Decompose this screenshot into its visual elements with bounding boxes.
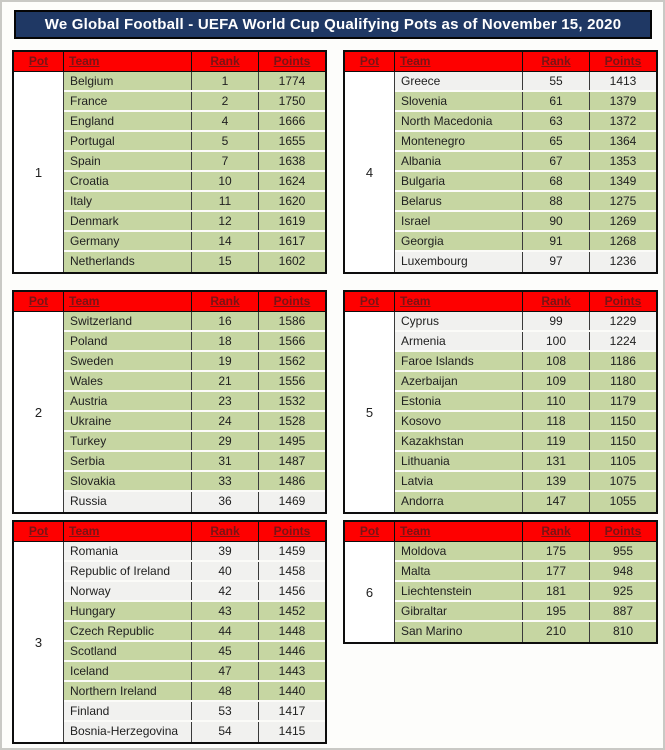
points-cell: 1349 [590,172,656,190]
rank-cell: 110 [523,392,590,410]
points-cell: 1469 [259,492,325,512]
header-cell-rank: Rank [192,52,259,71]
team-cell: San Marino [395,622,523,642]
rank-cell: 90 [523,212,590,230]
points-cell: 1443 [259,662,325,680]
header-cell-team: Team [395,522,523,541]
points-cell: 1602 [259,252,325,272]
header-cell-rank: Rank [192,292,259,311]
points-cell: 1624 [259,172,325,190]
rank-cell: 4 [192,112,259,130]
team-cell: Malta [395,562,523,580]
table-row [395,472,656,492]
rank-cell: 23 [192,392,259,410]
rank-cell: 139 [523,472,590,490]
points-cell: 1617 [259,232,325,250]
table-body [14,312,325,512]
team-cell: Moldova [395,542,523,560]
points-cell: 1566 [259,332,325,350]
rank-cell: 31 [192,452,259,470]
table-row [395,452,656,472]
table-row [64,392,325,412]
table-row [395,582,656,602]
team-cell: England [64,112,192,130]
points-cell: 1556 [259,372,325,390]
table-row [395,92,656,112]
team-cell: Montenegro [395,132,523,150]
table-row [395,312,656,332]
table-row [395,372,656,392]
table-row [64,92,325,112]
team-cell: Georgia [395,232,523,250]
team-cell: Belarus [395,192,523,210]
points-cell: 1619 [259,212,325,230]
pot-number-cell: 6 [345,542,395,642]
table-row [64,702,325,722]
table-row [64,252,325,272]
table-row [395,112,656,132]
team-cell: Estonia [395,392,523,410]
points-cell: 1268 [590,232,656,250]
points-cell: 1236 [590,252,656,272]
table-row [395,392,656,412]
rank-cell: 44 [192,622,259,640]
rank-cell: 39 [192,542,259,560]
team-cell: Northern Ireland [64,682,192,700]
team-cell: Croatia [64,172,192,190]
rank-cell: 14 [192,232,259,250]
page-title: We Global Football - UEFA World Cup Qualifying Pots as of November 15, 2020 [44,16,622,33]
table-row [395,252,656,272]
points-cell: 1586 [259,312,325,330]
table-header-row [345,522,656,542]
pot-table-2 [12,290,327,514]
team-cell: Romania [64,542,192,560]
points-cell: 1415 [259,722,325,742]
rank-cell: 36 [192,492,259,512]
table-row [64,432,325,452]
team-cell: Sweden [64,352,192,370]
table-rows [64,312,325,512]
rank-cell: 181 [523,582,590,600]
header-cell-rank: Rank [523,522,590,541]
table-header-row [345,292,656,312]
points-cell: 1186 [590,352,656,370]
rank-cell: 195 [523,602,590,620]
table-row [64,152,325,172]
rank-cell: 63 [523,112,590,130]
header-cell-rank: Rank [523,292,590,311]
rank-cell: 91 [523,232,590,250]
points-cell: 1150 [590,412,656,430]
points-cell: 1105 [590,452,656,470]
rank-cell: 54 [192,722,259,742]
points-cell: 955 [590,542,656,560]
table-row [64,232,325,252]
pot-number-cell: 2 [14,312,64,512]
rank-cell: 40 [192,562,259,580]
header-cell-pot: Pot [345,292,395,311]
team-cell: Russia [64,492,192,512]
team-cell: Netherlands [64,252,192,272]
team-cell: Belgium [64,72,192,90]
table-row [395,332,656,352]
points-cell: 1180 [590,372,656,390]
rank-cell: 48 [192,682,259,700]
points-cell: 1179 [590,392,656,410]
table-header-row [345,52,656,72]
rank-cell: 55 [523,72,590,90]
table-row [395,192,656,212]
points-cell: 1446 [259,642,325,660]
rank-cell: 16 [192,312,259,330]
rank-cell: 65 [523,132,590,150]
table-row [395,72,656,92]
table-row [395,212,656,232]
team-cell: Slovakia [64,472,192,490]
table-row [64,212,325,232]
team-cell: France [64,92,192,110]
rank-cell: 11 [192,192,259,210]
table-row [64,332,325,352]
table-rows [395,72,656,272]
header-cell-team: Team [395,292,523,311]
team-cell: Turkey [64,432,192,450]
pot-table-4 [343,50,658,274]
table-row [64,562,325,582]
pot-number-cell: 4 [345,72,395,272]
points-cell: 948 [590,562,656,580]
team-cell: Iceland [64,662,192,680]
table-row [395,622,656,642]
rank-cell: 131 [523,452,590,470]
table-row [64,622,325,642]
team-cell: Spain [64,152,192,170]
points-cell: 1275 [590,192,656,210]
points-cell: 1075 [590,472,656,490]
team-cell: North Macedonia [395,112,523,130]
header-cell-pot: Pot [345,52,395,71]
header-cell-points: Points [273,294,311,308]
table-row [64,112,325,132]
points-cell: 1224 [590,332,656,350]
rank-cell: 177 [523,562,590,580]
rank-cell: 18 [192,332,259,350]
points-cell: 1495 [259,432,325,450]
table-header-row [14,292,325,312]
table-body [14,72,325,272]
team-cell: Bulgaria [395,172,523,190]
rank-cell: 47 [192,662,259,680]
points-cell: 887 [590,602,656,620]
team-cell: Germany [64,232,192,250]
rank-cell: 67 [523,152,590,170]
header-cell-team: Team [395,52,523,71]
team-cell: Scotland [64,642,192,660]
table-row [64,352,325,372]
points-cell: 1666 [259,112,325,130]
table-rows [64,542,325,742]
rank-cell: 29 [192,432,259,450]
team-cell: Bosnia-Herzegovina [64,722,192,742]
points-cell: 1417 [259,702,325,720]
points-cell: 1150 [590,432,656,450]
team-cell: Republic of Ireland [64,562,192,580]
team-cell: Finland [64,702,192,720]
table-body [345,72,656,272]
team-cell: Armenia [395,332,523,350]
header-cell-points: Points [604,294,642,308]
team-cell: Poland [64,332,192,350]
pot-table-5 [343,290,658,514]
table-row [64,172,325,192]
points-cell: 1487 [259,452,325,470]
points-cell: 925 [590,582,656,600]
team-cell: Lithuania [395,452,523,470]
team-cell: Cyprus [395,312,523,330]
table-rows [395,312,656,512]
table-row [395,492,656,512]
pot-number-cell: 1 [14,72,64,272]
rank-cell: 53 [192,702,259,720]
team-cell: Serbia [64,452,192,470]
points-cell: 1364 [590,132,656,150]
table-header-row [14,522,325,542]
team-cell: Portugal [64,132,192,150]
points-cell: 1459 [259,542,325,560]
points-cell: 1620 [259,192,325,210]
points-cell: 1562 [259,352,325,370]
table-row [395,232,656,252]
rank-cell: 33 [192,472,259,490]
header-cell-team: Team [64,522,192,541]
table-row [64,452,325,472]
pot-number-cell: 3 [14,542,64,742]
header-cell-pot: Pot [14,522,64,541]
team-cell: Azerbaijan [395,372,523,390]
pot-table-3 [12,520,327,744]
points-cell: 1655 [259,132,325,150]
points-cell: 1486 [259,472,325,490]
team-cell: Austria [64,392,192,410]
rank-cell: 2 [192,92,259,110]
table-row [64,542,325,562]
table-row [64,662,325,682]
points-cell: 1353 [590,152,656,170]
team-cell: Slovenia [395,92,523,110]
table-rows [64,72,325,272]
rank-cell: 12 [192,212,259,230]
team-cell: Albania [395,152,523,170]
points-cell: 1372 [590,112,656,130]
rank-cell: 21 [192,372,259,390]
table-row [64,602,325,622]
table-row [395,132,656,152]
rank-cell: 42 [192,582,259,600]
points-cell: 1638 [259,152,325,170]
table-header-row [14,52,325,72]
header-cell-points: Points [273,54,311,68]
header-cell-points: Points [273,524,311,538]
rank-cell: 109 [523,372,590,390]
header-cell-pot: Pot [345,522,395,541]
pot-number-cell: 5 [345,312,395,512]
team-cell: Italy [64,192,192,210]
team-cell: Greece [395,72,523,90]
header-cell-pot: Pot [14,52,64,71]
table-row [64,72,325,92]
team-cell: Czech Republic [64,622,192,640]
rank-cell: 119 [523,432,590,450]
points-cell: 1379 [590,92,656,110]
rank-cell: 100 [523,332,590,350]
table-row [395,172,656,192]
points-cell: 1448 [259,622,325,640]
points-cell: 1413 [590,72,656,90]
pot-table-6 [343,520,658,644]
rank-cell: 108 [523,352,590,370]
points-cell: 1440 [259,682,325,700]
table-row [395,602,656,622]
points-cell: 1269 [590,212,656,230]
points-cell: 1750 [259,92,325,110]
header-cell-rank: Rank [192,522,259,541]
table-row [64,682,325,702]
rank-cell: 24 [192,412,259,430]
team-cell: Ukraine [64,412,192,430]
rank-cell: 19 [192,352,259,370]
points-cell: 810 [590,622,656,642]
rank-cell: 7 [192,152,259,170]
rank-cell: 210 [523,622,590,642]
team-cell: Faroe Islands [395,352,523,370]
team-cell: Switzerland [64,312,192,330]
table-body [14,542,325,742]
points-cell: 1055 [590,492,656,512]
title-bar [14,10,652,39]
rank-cell: 175 [523,542,590,560]
table-body [345,312,656,512]
pot-table-1 [12,50,327,274]
points-cell: 1456 [259,582,325,600]
rank-cell: 43 [192,602,259,620]
table-row [64,582,325,602]
table-row [64,722,325,742]
points-cell: 1532 [259,392,325,410]
header-cell-pot: Pot [14,292,64,311]
rank-cell: 61 [523,92,590,110]
rank-cell: 147 [523,492,590,512]
team-cell: Liechtenstein [395,582,523,600]
rank-cell: 68 [523,172,590,190]
points-cell: 1528 [259,412,325,430]
points-cell: 1458 [259,562,325,580]
rank-cell: 97 [523,252,590,272]
team-cell: Latvia [395,472,523,490]
table-row [395,562,656,582]
table-row [395,432,656,452]
team-cell: Denmark [64,212,192,230]
table-row [64,312,325,332]
rank-cell: 99 [523,312,590,330]
table-row [64,412,325,432]
table-row [395,152,656,172]
team-cell: Gibraltar [395,602,523,620]
points-cell: 1229 [590,312,656,330]
table-row [395,352,656,372]
table-row [64,642,325,662]
table-row [395,542,656,562]
table-row [64,492,325,512]
table-rows [395,542,656,642]
rank-cell: 15 [192,252,259,272]
team-cell: Andorra [395,492,523,512]
table-row [395,412,656,432]
points-cell: 1452 [259,602,325,620]
table-row [64,372,325,392]
team-cell: Kazakhstan [395,432,523,450]
header-cell-rank: Rank [523,52,590,71]
rank-cell: 118 [523,412,590,430]
header-cell-team: Team [64,292,192,311]
team-cell: Norway [64,582,192,600]
points-cell: 1774 [259,72,325,90]
header-cell-team: Team [64,52,192,71]
table-body [345,542,656,642]
rank-cell: 10 [192,172,259,190]
header-cell-points: Points [604,54,642,68]
team-cell: Kosovo [395,412,523,430]
team-cell: Wales [64,372,192,390]
rank-cell: 1 [192,72,259,90]
rank-cell: 45 [192,642,259,660]
rank-cell: 5 [192,132,259,150]
team-cell: Hungary [64,602,192,620]
team-cell: Luxembourg [395,252,523,272]
rank-cell: 88 [523,192,590,210]
table-row [64,132,325,152]
table-row [64,192,325,212]
team-cell: Israel [395,212,523,230]
header-cell-points: Points [604,524,642,538]
table-row [64,472,325,492]
